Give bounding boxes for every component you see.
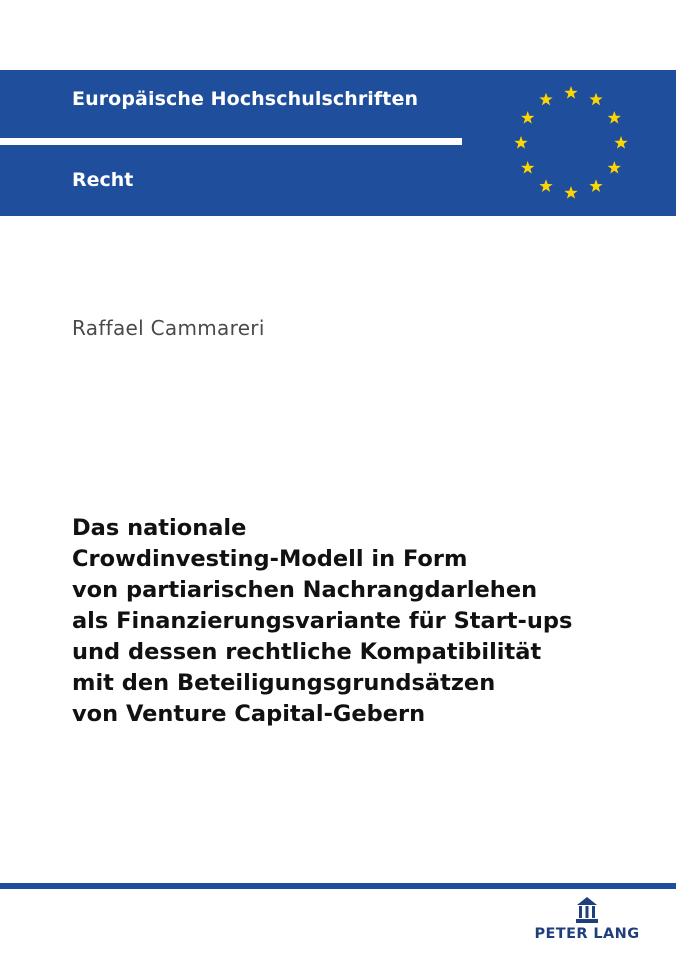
book-title bbox=[72, 513, 662, 730]
eu-stars-icon bbox=[504, 78, 638, 208]
eu-star bbox=[514, 136, 527, 149]
title-line: Crowdinvesting-Modell in Form bbox=[72, 546, 468, 572]
series-divider bbox=[0, 138, 462, 145]
eu-star bbox=[589, 179, 602, 192]
series-title: Europäische Hochschulschriften bbox=[72, 88, 419, 110]
title-line: als Finanzierungsvariante für Start-ups bbox=[72, 608, 573, 634]
series-subtitle: Recht bbox=[72, 169, 134, 191]
title-line: Das nationale bbox=[72, 515, 247, 541]
title-line: und dessen rechtliche Kompatibilität bbox=[72, 639, 542, 665]
peter-lang-temple-logo-icon bbox=[575, 896, 599, 924]
eu-star bbox=[608, 111, 621, 124]
bottom-divider bbox=[0, 883, 676, 889]
eu-star bbox=[614, 136, 627, 149]
title-line: von partiarischen Nachrangdarlehen bbox=[72, 577, 538, 603]
eu-star bbox=[539, 93, 552, 106]
eu-star bbox=[539, 179, 552, 192]
publisher-name: PETER LANG bbox=[534, 926, 640, 942]
eu-star bbox=[564, 186, 577, 199]
title-line: von Venture Capital-Gebern bbox=[72, 701, 426, 727]
title-line: mit den Beteiligungsgrundsätzen bbox=[72, 670, 496, 696]
eu-star bbox=[608, 161, 621, 174]
publisher-logo bbox=[522, 896, 652, 946]
eu-star bbox=[564, 86, 577, 99]
eu-star bbox=[521, 111, 534, 124]
author-name: Raffael Cammareri bbox=[72, 316, 265, 340]
eu-star bbox=[589, 93, 602, 106]
eu-star bbox=[521, 161, 534, 174]
